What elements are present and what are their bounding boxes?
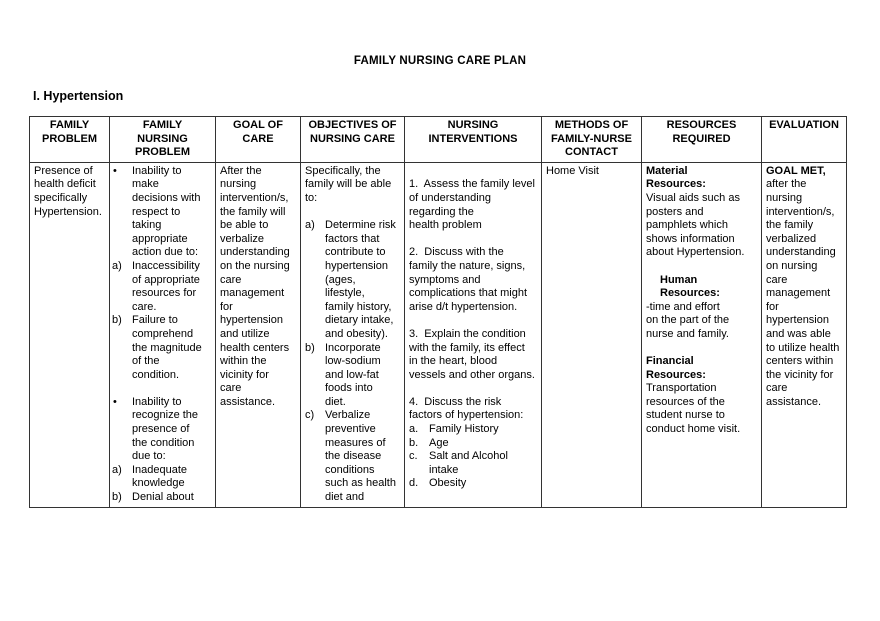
intervention-item xyxy=(409,328,537,382)
item-text xyxy=(325,219,400,341)
text-line: Human xyxy=(660,273,698,286)
text-line: PROBLEM xyxy=(135,146,190,159)
item-text xyxy=(132,260,211,314)
care-plan-table xyxy=(29,116,847,508)
text-line: for xyxy=(220,300,233,313)
text-line: the disease xyxy=(325,450,382,463)
text-line: to: xyxy=(305,191,318,204)
text-line: contribute to xyxy=(325,246,386,259)
text-line: 1. Assess the family level xyxy=(409,178,535,191)
item-marker: c) xyxy=(305,409,315,422)
text-line: and obesity). xyxy=(325,327,388,340)
text-line: dietary intake, xyxy=(325,314,394,327)
text-line: METHODS OF xyxy=(554,119,629,131)
item-text xyxy=(325,409,400,504)
text-line: Inadequate xyxy=(132,463,188,476)
text-line: Resources: xyxy=(660,287,720,300)
risk-factor-item xyxy=(409,477,537,491)
risk-factor-item xyxy=(409,450,537,477)
text-line: nursing xyxy=(766,191,803,204)
text-line: After the xyxy=(220,164,262,177)
cell-methods-of-contact xyxy=(542,162,642,507)
text-line: in the heart, blood xyxy=(409,355,498,368)
sub-item xyxy=(112,464,211,491)
text-line: care xyxy=(220,273,242,286)
cell-objectives xyxy=(301,162,405,507)
text-line: symptoms and xyxy=(409,273,481,286)
cell-family-problem xyxy=(30,162,110,507)
text-line: and utilize xyxy=(220,327,270,340)
text-line: the family xyxy=(766,219,814,232)
text-line: Resources: xyxy=(646,178,706,191)
item-text xyxy=(132,314,211,382)
text-line: Denial about xyxy=(132,491,194,504)
text-line: family will be able xyxy=(305,178,392,191)
text-line: resources of the xyxy=(646,395,725,408)
text-line: specifically xyxy=(34,191,88,204)
evaluation-heading: GOAL MET, xyxy=(766,164,826,177)
text-line: Salt and Alcohol xyxy=(429,450,508,463)
text-line: on the part of the xyxy=(646,314,730,327)
text-line: for xyxy=(766,300,779,313)
text-line: understanding xyxy=(220,246,290,259)
material-resources-text xyxy=(646,192,757,260)
header-goal-of-care xyxy=(216,117,301,163)
text-line: Incorporate xyxy=(325,341,381,354)
text-line: diet. xyxy=(325,395,346,408)
text-line: health problem xyxy=(409,219,482,232)
item-text xyxy=(429,437,537,451)
text-line: and low-fat xyxy=(325,368,379,381)
text-line: PROBLEM xyxy=(42,132,97,145)
text-line: respect to xyxy=(132,205,181,218)
header-row xyxy=(30,117,847,163)
text-line: about Hypertension. xyxy=(646,246,745,259)
cell-resources-required xyxy=(642,162,762,507)
text-line: taking xyxy=(132,219,162,232)
item-marker: a) xyxy=(305,219,315,232)
item-text xyxy=(429,477,537,491)
text-line: 3. Explain the condition xyxy=(409,327,526,340)
text-line: care xyxy=(766,382,788,395)
text-line: such as health xyxy=(325,477,396,490)
cell-goal-of-care xyxy=(216,162,301,507)
text-line: vicinity for xyxy=(220,368,269,381)
text-line: centers within xyxy=(766,355,834,368)
text-line: make xyxy=(132,178,159,191)
bullet-item xyxy=(112,165,211,260)
text-line: care xyxy=(766,273,788,286)
text-line: the vicinity for xyxy=(766,368,834,381)
text-line: health centers xyxy=(220,341,290,354)
sub-item xyxy=(305,409,400,504)
item-marker: a) xyxy=(112,259,122,272)
item-marker: a) xyxy=(112,463,122,476)
text-line: FAMILY xyxy=(142,119,183,131)
text-line: NURSING xyxy=(447,119,499,131)
text-line: student nurse to xyxy=(646,409,725,422)
text-line: intake xyxy=(429,463,459,476)
risk-factor-item xyxy=(409,437,537,451)
item-marker: d. xyxy=(409,477,419,490)
text-line: family history, xyxy=(325,300,392,313)
item-text xyxy=(132,491,211,505)
text-line: Material xyxy=(646,164,688,177)
text-line: hypertension xyxy=(766,314,829,327)
text-line: be able to xyxy=(220,219,269,232)
financial-resources-heading xyxy=(646,355,757,382)
text-line: measures of xyxy=(325,436,386,449)
item-text xyxy=(132,464,211,491)
financial-resources-text xyxy=(646,382,757,436)
sub-item xyxy=(305,219,400,341)
text-line: management xyxy=(220,287,285,300)
text-line: Presence of xyxy=(34,164,93,177)
risk-factor-item xyxy=(409,423,537,437)
item-text xyxy=(429,423,537,437)
text-line: the family will xyxy=(220,205,286,218)
header-evaluation xyxy=(762,117,847,163)
text-line: posters and xyxy=(646,205,704,218)
text-line: intervention/s, xyxy=(766,205,835,218)
text-line: conduct home visit. xyxy=(646,423,741,436)
text-line: resources for xyxy=(132,287,197,300)
text-line: foods into xyxy=(325,382,373,395)
text-line: Hypertension. xyxy=(34,205,102,218)
text-line: complications that might xyxy=(409,287,527,300)
text-line: NURSING xyxy=(137,132,188,145)
text-line: verbalized xyxy=(766,232,817,245)
text-line: 2. Discuss with the xyxy=(409,246,504,259)
text-line: vessels and other organs. xyxy=(409,368,535,381)
text-line: shows information xyxy=(646,232,735,245)
table-row xyxy=(30,162,847,507)
text-line: condition. xyxy=(132,368,180,381)
text-line: lifestyle, xyxy=(325,287,365,300)
text-line: factors that xyxy=(325,232,380,245)
text-line: Determine risk xyxy=(325,219,396,232)
text-line: Specifically, the xyxy=(305,164,381,177)
text-line: of understanding xyxy=(409,191,491,204)
text-line: to utilize health xyxy=(766,341,840,354)
text-line: care. xyxy=(132,300,157,313)
text-line: of the xyxy=(132,355,160,368)
document-title: FAMILY NURSING CARE PLAN xyxy=(353,55,527,67)
text-line: health deficit xyxy=(34,178,96,191)
text-line: action due to: xyxy=(132,246,199,259)
item-marker: b) xyxy=(112,314,122,327)
text-line: family the nature, signs, xyxy=(409,259,526,272)
text-line: Age xyxy=(429,436,449,449)
text-line: decisions with xyxy=(132,191,201,204)
item-marker: b) xyxy=(305,341,315,354)
text-line: 4. Discuss the risk xyxy=(409,395,502,408)
section-heading: I. Hypertension xyxy=(33,89,124,103)
text-line: on the nursing xyxy=(220,259,290,272)
text-line: • Inability to xyxy=(132,164,182,177)
text-line: Failure to xyxy=(132,314,178,327)
intervention-item xyxy=(409,396,537,423)
text-line: (ages, xyxy=(325,273,356,286)
text-line: OBJECTIVES OF xyxy=(308,119,397,131)
item-marker: c. xyxy=(409,450,418,463)
text-line: knowledge xyxy=(132,477,185,490)
intervention-item xyxy=(409,178,537,232)
text-line: EVALUATION xyxy=(769,119,839,131)
header-resources-required xyxy=(642,117,762,163)
text-line: Family History xyxy=(429,423,499,436)
text-line: the condition xyxy=(132,436,195,449)
human-resources-heading xyxy=(646,274,757,301)
text-line: low-sodium xyxy=(325,355,381,368)
text-line: INTERVENTIONS xyxy=(428,132,518,145)
text-line: CONTACT xyxy=(565,146,618,159)
text-line: CARE xyxy=(242,132,274,145)
text-line: diet and xyxy=(325,491,365,504)
text-line: and was able xyxy=(766,327,831,340)
text-line: pamphlets which xyxy=(646,219,728,232)
text-line: -time and effort xyxy=(646,300,720,313)
header-nursing-interventions xyxy=(405,117,542,163)
text-line: FAMILY-NURSE xyxy=(551,132,632,145)
text-line: with the family, its effect xyxy=(409,341,525,354)
intervention-item xyxy=(409,246,537,314)
text-line: verbalize xyxy=(220,232,265,245)
text-line: presence of xyxy=(132,423,190,436)
text-line: care xyxy=(220,382,242,395)
text-line: within the xyxy=(220,355,267,368)
text-line: of appropriate xyxy=(132,273,200,286)
text-line: on nursing xyxy=(766,259,818,272)
evaluation-text xyxy=(766,178,842,409)
risk-factor-list xyxy=(409,423,537,491)
objectives-intro xyxy=(305,165,400,206)
sub-item xyxy=(112,491,211,505)
header-family-problem xyxy=(30,117,110,163)
text-line: Visual aids such as xyxy=(646,191,740,204)
text-line: Obesity xyxy=(429,477,467,490)
text-line: Verbalize xyxy=(325,409,371,422)
cell-evaluation xyxy=(762,162,847,507)
text-line: due to: xyxy=(132,450,166,463)
text-line: appropriate xyxy=(132,232,188,245)
item-marker: a. xyxy=(409,423,419,436)
text-line: regarding the xyxy=(409,205,474,218)
text-line: hypertension xyxy=(220,314,283,327)
text-line: comprehend xyxy=(132,327,194,340)
text-line: REQUIRED xyxy=(672,132,731,145)
text-line: the magnitude xyxy=(132,341,202,354)
text-line: intervention/s, xyxy=(220,191,289,204)
text-line: Inaccessibility xyxy=(132,259,200,272)
bullet-item xyxy=(112,396,211,464)
text-line: nursing xyxy=(220,178,257,191)
item-marker: b. xyxy=(409,436,419,449)
text-line: understanding xyxy=(766,246,836,259)
text-line: NURSING CARE xyxy=(310,132,395,145)
text-line: • Inability to xyxy=(132,395,182,408)
text-line: arise d/t hypertension. xyxy=(409,300,518,313)
header-family-nursing-problem xyxy=(110,117,216,163)
text-line: RESOURCES xyxy=(666,119,737,131)
text-line: assistance. xyxy=(766,395,822,408)
cell-nursing-interventions xyxy=(405,162,542,507)
human-resources-text xyxy=(646,301,757,342)
item-marker: b) xyxy=(112,491,122,504)
text-line: recognize the xyxy=(132,409,199,422)
text-line: preventive xyxy=(325,423,376,436)
text-line: hypertension xyxy=(325,259,388,272)
item-text xyxy=(325,342,400,410)
item-text xyxy=(429,450,537,477)
text-line: factors of hypertension: xyxy=(409,409,524,422)
text-line: Transportation xyxy=(646,382,717,395)
sub-item xyxy=(305,342,400,410)
text-line: Home Visit xyxy=(546,164,599,177)
text-line: after the xyxy=(766,178,807,191)
text-line: GOAL OF xyxy=(233,119,283,131)
text-line: FAMILY xyxy=(49,119,90,131)
cell-family-nursing-problem xyxy=(110,162,216,507)
sub-item xyxy=(112,260,211,314)
header-objectives xyxy=(301,117,405,163)
material-resources-heading xyxy=(646,165,757,192)
text-line: Resources: xyxy=(646,368,706,381)
sub-item xyxy=(112,314,211,382)
text-line: conditions xyxy=(325,463,375,476)
header-methods-of-contact xyxy=(542,117,642,163)
text-line: nurse and family. xyxy=(646,327,729,340)
text-line: assistance. xyxy=(220,395,276,408)
text-line: Financial xyxy=(646,355,694,368)
text-line: management xyxy=(766,287,831,300)
